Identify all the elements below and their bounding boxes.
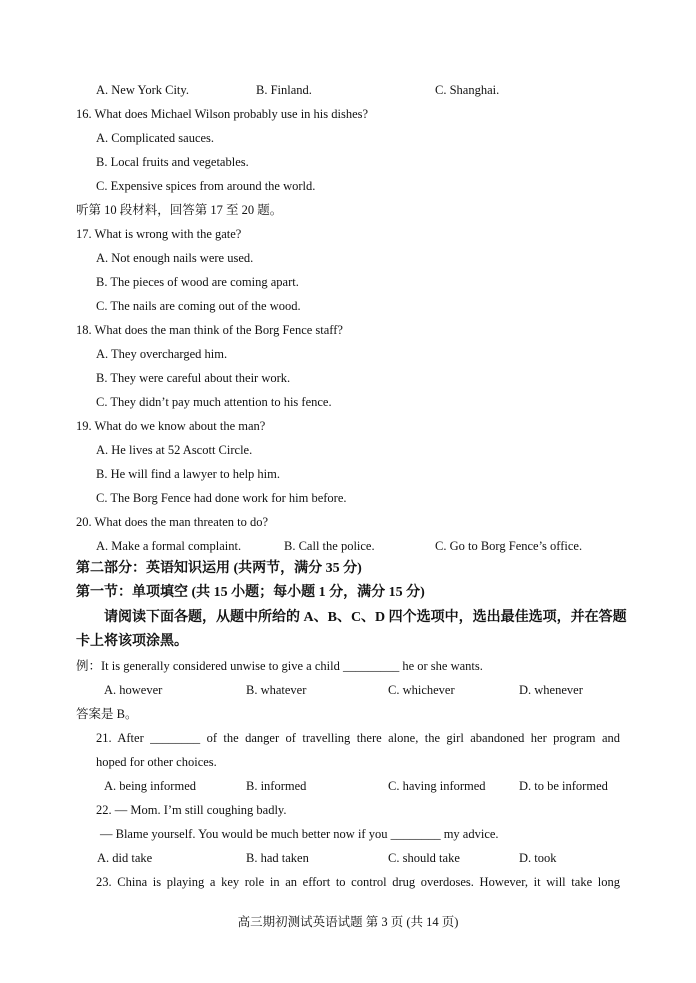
q15-option-a: A. New York City. xyxy=(96,83,189,97)
question-23-line-1: 23. China is playing a key role in an effort to control drug overdoses. However, it will take long xyxy=(96,875,620,889)
example-option-d: D. whenever xyxy=(519,683,583,697)
page-footer: 高三期初测试英语试题 第 3 页 (共 14 页) xyxy=(237,915,459,929)
example-option-b: B. whatever xyxy=(246,683,307,697)
question-16: 16. What does Michael Wilson probably use in his dishes? xyxy=(76,107,369,121)
q16-option-a: A. Complicated sauces. xyxy=(96,131,215,145)
example-question: 例：It is generally considered unwise to give a child _________ he or she wants. xyxy=(76,659,483,673)
q22-option-d: D. took xyxy=(519,851,557,865)
q21-option-b: B. informed xyxy=(246,779,307,793)
instructions-line-2: 卡上将该项涂黑。 xyxy=(76,634,188,649)
question-21-line-2: hoped for other choices. xyxy=(96,755,217,769)
part-2-title: 第二部分：英语知识运用 (共两节，满分 35 分) xyxy=(76,561,362,576)
question-19: 19. What do we know about the man? xyxy=(76,419,266,433)
q19-option-a: A. He lives at 52 Ascott Circle. xyxy=(96,443,253,457)
q20-option-b: B. Call the police. xyxy=(284,539,375,553)
q22-option-c: C. should take xyxy=(388,851,460,865)
question-20: 20. What does the man threaten to do? xyxy=(76,515,269,529)
q19-option-b: B. He will find a lawyer to help him. xyxy=(96,467,280,481)
q15-option-b: B. Finland. xyxy=(256,83,312,97)
q20-option-a: A. Make a formal complaint. xyxy=(96,539,242,553)
q17-option-b: B. The pieces of wood are coming apart. xyxy=(96,275,299,289)
q22-option-a: A. did take xyxy=(97,851,153,865)
question-17: 17. What is wrong with the gate? xyxy=(76,227,242,241)
q20-option-c: C. Go to Borg Fence’s office. xyxy=(435,539,583,553)
example-option-a: A. however xyxy=(104,683,163,697)
q16-option-c: C. Expensive spices from around the world. xyxy=(96,179,316,193)
q15-option-c: C. Shanghai. xyxy=(435,83,500,97)
q21-option-d: D. to be informed xyxy=(519,779,608,793)
q17-option-a: A. Not enough nails were used. xyxy=(96,251,254,265)
q21-option-a: A. being informed xyxy=(104,779,196,793)
question-21-line-1: 21. After ________ of the danger of travelling there alone, the girl abandoned her program and xyxy=(96,731,620,745)
instructions-line-1: 请阅读下面各题，从题中所给的 A、B、C、D 四个选项中，选出最佳选项，并在答题 xyxy=(104,610,627,625)
q18-option-b: B. They were careful about their work. xyxy=(96,371,291,385)
example-option-c: C. whichever xyxy=(388,683,455,697)
q22-option-b: B. had taken xyxy=(246,851,309,865)
question-18: 18. What does the man think of the Borg Fence staff? xyxy=(76,323,343,337)
q19-option-c: C. The Borg Fence had done work for him before. xyxy=(96,491,347,505)
question-22-line-2: — Blame yourself. You would be much better now if you ________ my advice. xyxy=(100,827,499,841)
q18-option-c: C. They didn’t pay much attention to his fence. xyxy=(96,395,332,409)
q18-option-a: A. They overcharged him. xyxy=(96,347,228,361)
q17-option-c: C. The nails are coming out of the wood. xyxy=(96,299,301,313)
question-22-line-1: 22. — Mom. I’m still coughing badly. xyxy=(96,803,287,817)
section-1-title: 第一节：单项填空 (共 15 小题；每小题 1 分，满分 15 分) xyxy=(76,585,425,600)
q21-option-c: C. having informed xyxy=(388,779,486,793)
example-answer: 答案是 B。 xyxy=(76,707,138,721)
q16-option-b: B. Local fruits and vegetables. xyxy=(96,155,249,169)
section-10-instruction: 听第 10 段材料，回答第 17 至 20 题。 xyxy=(76,203,283,217)
